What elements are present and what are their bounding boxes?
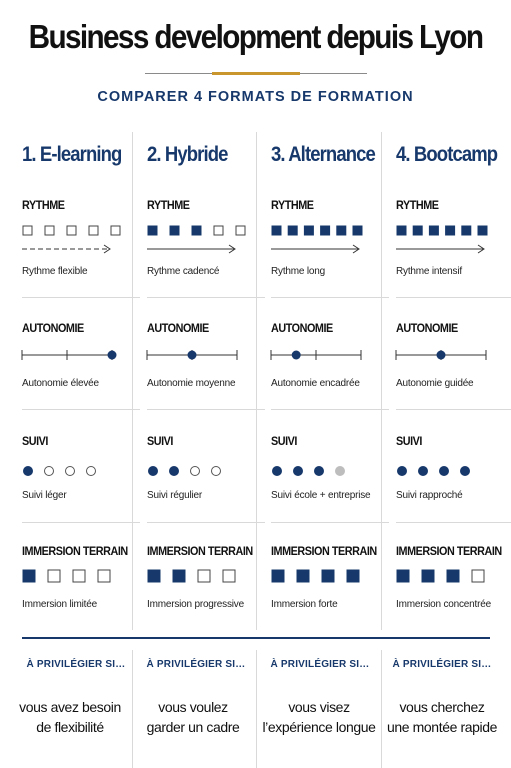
suivi-caption: Suivi école + entreprise [271,490,371,501]
immersion-square [98,570,110,582]
rythme-label: RYTHME [396,198,439,212]
immersion-square [173,570,185,582]
suivi-dot [87,467,96,476]
rythme-square [148,226,157,235]
immersion-square [472,570,484,582]
suivi-dot [315,467,324,476]
immersion-square [23,570,35,582]
suivi-caption: Suivi régulier [147,490,203,501]
autonomie-caption: Autonomie élevée [22,378,99,389]
autonomie-label: AUTONOMIE [271,321,333,335]
autonomie-marker [108,351,117,360]
suivi-dot [170,467,179,476]
suivi-dot [273,467,282,476]
cta-line: vous cherchez [399,699,485,715]
cta-label: À PRIVILÉGIER SI… [270,659,370,670]
column-title: 3. Alternance [271,143,375,166]
immersion-square [397,570,409,582]
autonomie-label: AUTONOMIE [22,321,84,335]
page-title: Business development depuis Lyon [28,18,483,55]
cta-label: À PRIVILÉGIER SI… [392,659,492,670]
cta-text [257,697,381,737]
rythme-square [321,226,330,235]
rythme-caption: Rythme cadencé [147,266,220,277]
rythme-square [304,226,313,235]
rythme-square [67,226,76,235]
cta-line: de flexibilité [36,719,104,735]
suivi-dot [398,467,407,476]
column-title: 4. Bootcamp [396,143,498,166]
immersion-caption: Immersion limitée [22,599,97,610]
immersion-square [223,570,235,582]
immersion-label: IMMERSION TERRAIN [147,544,253,558]
indicator-graphics [396,0,511,768]
immersion-square [322,570,334,582]
suivi-dot [191,467,200,476]
autonomie-marker [437,351,446,360]
rythme-square [192,226,201,235]
suivi-dot [461,467,470,476]
rythme-square [462,226,471,235]
immersion-square [272,570,284,582]
rythme-caption: Rythme intensif [396,266,462,277]
immersion-square [148,570,160,582]
indicator-graphics [271,0,389,768]
immersion-label: IMMERSION TERRAIN [271,544,377,558]
rythme-square [214,226,223,235]
rythme-label: RYTHME [271,198,314,212]
immersion-square [198,570,210,582]
suivi-dot [212,467,221,476]
suivi-label: SUIVI [396,434,422,448]
rythme-square [272,226,281,235]
suivi-dot [149,467,158,476]
rythme-label: RYTHME [22,198,65,212]
rythme-square [429,226,438,235]
autonomie-caption: Autonomie encadrée [271,378,360,389]
rythme-square [23,226,32,235]
immersion-square [422,570,434,582]
suivi-dot [45,467,54,476]
rythme-square [89,226,98,235]
indicator-graphics [22,0,140,768]
autonomie-caption: Autonomie guidée [396,378,474,389]
cta-text [8,697,132,737]
autonomie-caption: Autonomie moyenne [147,378,236,389]
immersion-caption: Immersion forte [271,599,338,610]
suivi-dot [336,467,345,476]
rythme-square [397,226,406,235]
cta-line: une montée rapide [387,719,497,735]
rythme-square [111,226,120,235]
page-subtitle: COMPARER 4 FORMATS DE FORMATION [97,89,414,105]
rythme-caption: Rythme flexible [22,266,88,277]
suivi-dot [294,467,303,476]
immersion-caption: Immersion progressive [147,599,244,610]
cta-line: l’expérience longue [262,719,376,735]
cta-line: vous avez besoin [19,699,121,715]
cta-line: vous visez [288,699,350,715]
immersion-label: IMMERSION TERRAIN [22,544,128,558]
autonomie-marker [188,351,197,360]
rythme-square [353,226,362,235]
cta-label: À PRIVILÉGIER SI… [26,659,126,670]
cta-line: vous voulez [158,699,228,715]
immersion-square [48,570,60,582]
immersion-label: IMMERSION TERRAIN [396,544,502,558]
rythme-square [170,226,179,235]
autonomie-label: AUTONOMIE [147,321,209,335]
immersion-caption: Immersion concentrée [396,599,491,610]
rythme-square [236,226,245,235]
suivi-label: SUIVI [271,434,297,448]
suivi-dot [440,467,449,476]
rythme-square [478,226,487,235]
rythme-square [413,226,422,235]
suivi-label: SUIVI [147,434,173,448]
immersion-square [347,570,359,582]
immersion-square [73,570,85,582]
cta-line: garder un cadre [146,719,240,735]
suivi-dot [66,467,75,476]
rythme-square [288,226,297,235]
cta-label: À PRIVILÉGIER SI… [146,659,246,670]
suivi-dot [24,467,33,476]
cta-text [380,697,504,737]
rythme-square [337,226,346,235]
cta-text [131,697,255,737]
indicator-graphics [147,0,265,768]
immersion-square [297,570,309,582]
suivi-dot [419,467,428,476]
suivi-caption: Suivi rapproché [396,490,463,501]
column-title: 1. E-learning [22,143,122,166]
rythme-caption: Rythme long [271,266,325,277]
suivi-label: SUIVI [22,434,48,448]
rythme-label: RYTHME [147,198,190,212]
immersion-square [447,570,459,582]
autonomie-label: AUTONOMIE [396,321,458,335]
rythme-square [45,226,54,235]
suivi-caption: Suivi léger [22,490,67,501]
autonomie-marker [292,351,301,360]
column-title: 2. Hybride [147,143,228,166]
rythme-square [446,226,455,235]
